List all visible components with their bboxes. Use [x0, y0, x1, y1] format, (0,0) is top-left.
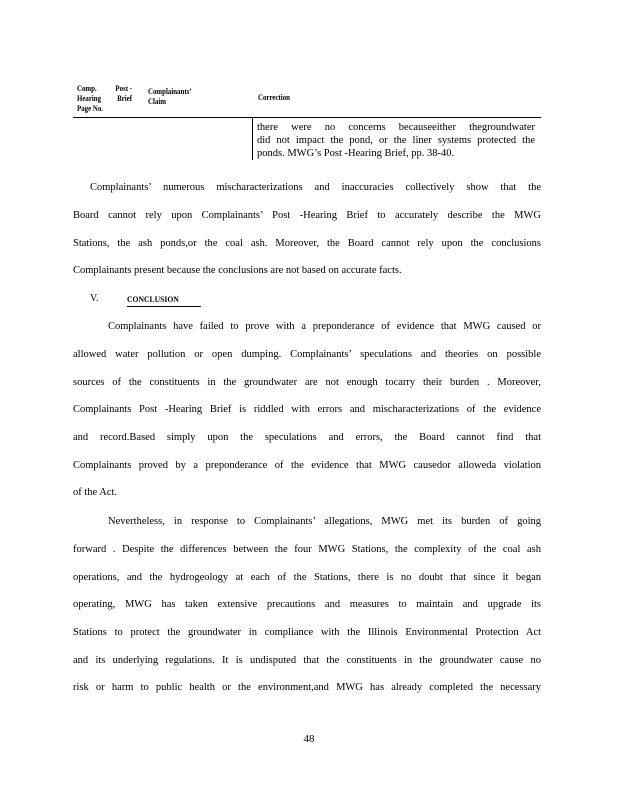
column-header-correction: Correction [258, 93, 290, 102]
header-text: Brief [117, 94, 133, 103]
paragraph-line: of the Act. [73, 487, 118, 498]
paragraph-line: Complainants’ numerous mischaracterizations and inaccuracies collectively show that the [90, 182, 541, 193]
column-header-page-number [77, 84, 132, 114]
paragraph-line: Stations to protect the groundwater in compliance with the Illinois Environmental Protection Act [73, 627, 541, 638]
table-column-divider [252, 118, 253, 160]
paragraph-line: Board cannot rely upon Complainants’ Post -Hearing Brief to accurately describe the MWG [73, 210, 541, 221]
table-cell-correction [257, 121, 535, 160]
paragraph-line: operations, and the hydrogeology at each of the Stations, there is no doubt that since it began [73, 572, 541, 583]
paragraph-line: Complainants have failed to prove with a preponderance of evidence that MWG caused or [108, 321, 541, 332]
paragraph-line: risk or harm to public health or the environment,and MWG has already completed the necessary [73, 682, 541, 693]
header-text: Post - [115, 84, 133, 93]
cell-line: did not impact the pond, or the liner systems protected the [257, 135, 535, 146]
header-text: Page No. [77, 104, 103, 113]
paragraph-line: sources of the constituents in the groundwater are not enough tocarry their burden . Moreover, [73, 377, 541, 388]
page-number: 48 [303, 733, 315, 745]
cell-line: ponds. MWG’s Post -Hearing Brief, pp. 38-40. [257, 148, 455, 159]
paragraph-line: Complainants present because the conclusions are not based on accurate facts. [73, 265, 402, 276]
paragraph-line: forward . Despite the differences between the four MWG Stations, the complexity of the coal ash [73, 544, 541, 555]
paragraph-line: Complainants Post -Hearing Brief is riddled with errors and mischaracterizations of the evidence [73, 404, 541, 415]
paragraph-line: and its underlying regulations. It is undisputed that the constituents in the groundwater cause no [73, 655, 541, 666]
paragraph-line: Stations, the ash ponds,or the coal ash. Moreover, the Board cannot rely upon the conclusions [73, 238, 541, 249]
header-text: Comp. [77, 84, 97, 93]
paragraph-line: operating, MWG has taken extensive precautions and measures to maintain and upgrade its [73, 599, 541, 610]
section-number: V. [90, 293, 99, 304]
paragraph-line: and record.Based simply upon the speculations and errors, the Board cannot find that [73, 432, 541, 443]
column-header-claim: Complainants’ Claim [148, 87, 192, 106]
paragraph-line: allowed water pollution or open dumping. Complainants’ speculations and theories on possible [73, 349, 541, 360]
paragraph-line: Complainants proved by a preponderance of the evidence that MWG causedor alloweda violation [73, 460, 541, 471]
section-title: CONCLUSION [127, 293, 201, 307]
cell-line: there were no concerns becauseeither thegroundwater [257, 122, 535, 133]
header-text: Hearing [77, 94, 102, 103]
table-header-rule [73, 117, 541, 118]
paragraph-line: Nevertheless, in response to Complainants’ allegations, MWG met its burden of going [108, 516, 541, 527]
